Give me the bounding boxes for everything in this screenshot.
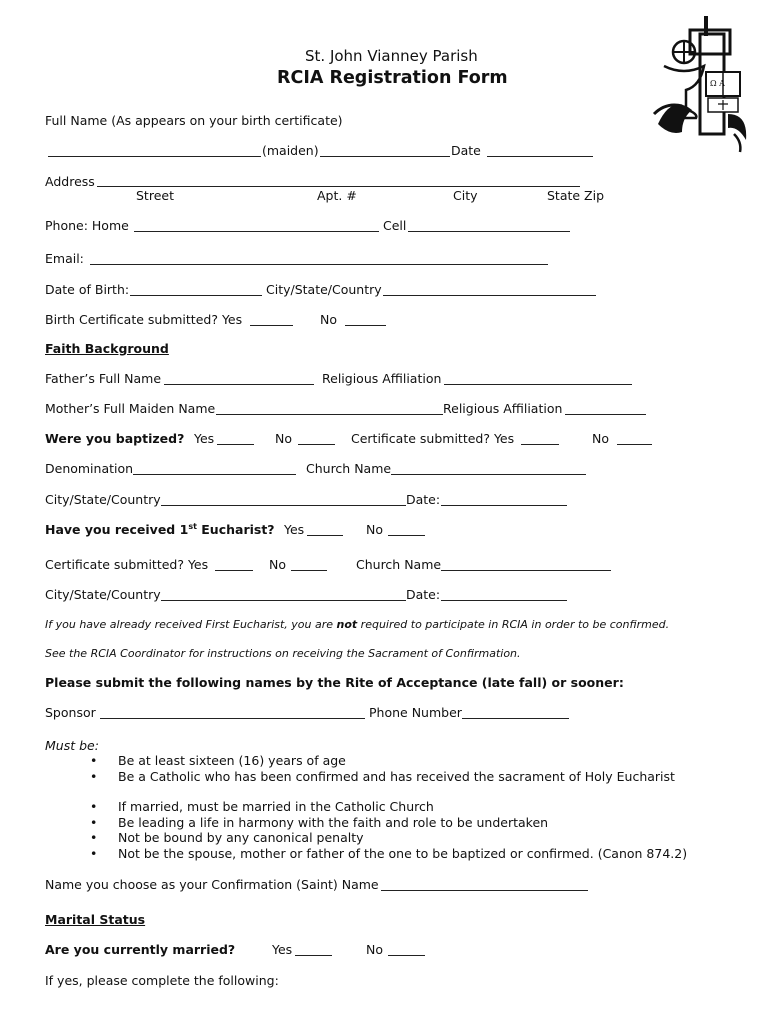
baptism-cert-no-field[interactable] <box>617 444 652 445</box>
email-field[interactable] <box>90 264 548 265</box>
eucharist-no-field[interactable] <box>388 535 425 536</box>
address-label: Address <box>45 174 95 189</box>
sponsor-label: Sponsor <box>45 705 96 720</box>
eucharist-no-label: No <box>366 522 383 537</box>
baptized-no-field[interactable] <box>298 444 335 445</box>
eucharist-cert-label: Certificate submitted? Yes <box>45 557 209 572</box>
birth-cert-no-label: No <box>320 312 337 327</box>
maiden-name-field[interactable] <box>320 156 450 157</box>
married-question: Are you currently married? <box>45 942 236 957</box>
state-zip-label: State Zip <box>547 188 605 203</box>
baptized-question: Were you baptized? <box>45 431 185 446</box>
eucharist-cert-no-field[interactable] <box>291 570 327 571</box>
sponsor-phone-label: Phone Number <box>369 705 462 720</box>
requirement-item: • Not be bound by any canonical penalty <box>90 830 687 846</box>
eucharist-yes-label: Yes <box>284 522 305 537</box>
mother-affiliation-field[interactable] <box>565 414 646 415</box>
logo-book-text: Ω A <box>710 79 725 88</box>
mother-name-label: Mother’s Full Maiden Name <box>45 401 216 416</box>
apt-label: Apt. # <box>317 188 357 203</box>
birth-city-label: City/State/Country <box>266 282 382 297</box>
married-yes-label: Yes <box>272 942 293 957</box>
full-name-field[interactable] <box>48 156 261 157</box>
baptism-cert-yes-field[interactable] <box>521 444 559 445</box>
parish-cross-chalice-logo-icon <box>652 14 752 154</box>
baptism-city-field[interactable] <box>161 505 406 506</box>
eucharist-date-label: Date: <box>406 587 441 602</box>
sponsor-phone-field[interactable] <box>462 718 569 719</box>
married-yes-field[interactable] <box>295 955 332 956</box>
father-affiliation-label: Religious Affiliation <box>322 371 442 386</box>
baptism-cert-no-label: No <box>592 431 609 446</box>
father-affiliation-field[interactable] <box>444 384 632 385</box>
mother-affiliation-label: Religious Affiliation <box>443 401 563 416</box>
phone-home-field[interactable] <box>134 231 379 232</box>
requirement-item: • If married, must be married in the Catholic Church <box>90 799 687 815</box>
date-field[interactable] <box>487 156 593 157</box>
eucharist-note: If you have already received First Eucharist, you are not required to participate in RCIA in order to be confirmed. <box>45 618 670 631</box>
requirement-item: • Be leading a life in harmony with the faith and role to be undertaken <box>90 815 687 831</box>
sponsor-instruction: Please submit the following names by the Rite of Acceptance (late fall) or sooner: <box>45 675 624 690</box>
dob-field[interactable] <box>130 295 262 296</box>
father-name-label: Father’s Full Name <box>45 371 162 386</box>
full-name-label: Full Name (As appears on your birth certificate) <box>45 113 343 128</box>
requirement-item: • Be a Catholic who has been confirmed and has received the sacrament of Holy Eucharist <box>90 769 675 785</box>
married-no-label: No <box>366 942 383 957</box>
requirement-item: • Not be the spouse, mother or father of the one to be baptized or confirmed. (Canon 874.2) <box>90 846 687 862</box>
marital-status-heading: Marital Status <box>45 912 146 927</box>
birth-city-field[interactable] <box>383 295 596 296</box>
mother-name-field[interactable] <box>216 414 443 415</box>
baptized-yes-field[interactable] <box>217 444 254 445</box>
eucharist-church-label: Church Name <box>356 557 442 572</box>
baptism-church-field[interactable] <box>391 474 586 475</box>
confirmation-name-label: Name you choose as your Confirmation (Saint) Name <box>45 877 379 892</box>
birth-cert-yes-field[interactable] <box>250 325 293 326</box>
eucharist-city-field[interactable] <box>161 600 406 601</box>
maiden-label: (maiden) <box>262 143 319 158</box>
street-label: Street <box>136 188 174 203</box>
parish-name: St. John Vianney Parish <box>305 47 478 65</box>
baptized-no-label: No <box>275 431 292 446</box>
cell-field[interactable] <box>408 231 570 232</box>
sponsor-requirements-1 <box>90 753 675 784</box>
dob-label: Date of Birth: <box>45 282 130 297</box>
if-yes-label: If yes, please complete the following: <box>45 973 279 988</box>
baptism-date-field[interactable] <box>441 505 567 506</box>
confirmation-name-field[interactable] <box>381 890 588 891</box>
sponsor-requirements-2 <box>90 799 687 861</box>
eucharist-cert-no-label: No <box>269 557 286 572</box>
baptism-church-label: Church Name <box>306 461 392 476</box>
eucharist-date-field[interactable] <box>441 600 567 601</box>
sponsor-field[interactable] <box>100 718 365 719</box>
denomination-field[interactable] <box>133 474 296 475</box>
date-label: Date <box>451 143 481 158</box>
father-name-field[interactable] <box>164 384 314 385</box>
confirmation-note: See the RCIA Coordinator for instructions on receiving the Sacrament of Confirmation. <box>45 647 521 660</box>
married-no-field[interactable] <box>388 955 425 956</box>
eucharist-question: Have you received 1st Eucharist? <box>45 522 275 538</box>
phone-home-label: Phone: Home <box>45 218 129 233</box>
birth-cert-no-field[interactable] <box>345 325 386 326</box>
email-label: Email: <box>45 251 84 266</box>
baptized-yes-label: Yes <box>194 431 215 446</box>
address-field[interactable] <box>97 186 580 187</box>
form-title: RCIA Registration Form <box>277 68 508 88</box>
eucharist-church-field[interactable] <box>441 570 611 571</box>
birth-cert-label: Birth Certificate submitted? Yes <box>45 312 243 327</box>
faith-background-heading: Faith Background <box>45 341 169 356</box>
city-label: City <box>453 188 478 203</box>
requirement-item: • Be at least sixteen (16) years of age <box>90 753 675 769</box>
baptism-date-label: Date: <box>406 492 441 507</box>
eucharist-city-label: City/State/Country <box>45 587 161 602</box>
cell-label: Cell <box>383 218 407 233</box>
baptism-cert-label: Certificate submitted? Yes <box>351 431 515 446</box>
eucharist-cert-yes-field[interactable] <box>215 570 253 571</box>
baptism-city-label: City/State/Country <box>45 492 161 507</box>
must-be-label: Must be: <box>45 738 99 753</box>
denomination-label: Denomination <box>45 461 134 476</box>
eucharist-yes-field[interactable] <box>307 535 343 536</box>
